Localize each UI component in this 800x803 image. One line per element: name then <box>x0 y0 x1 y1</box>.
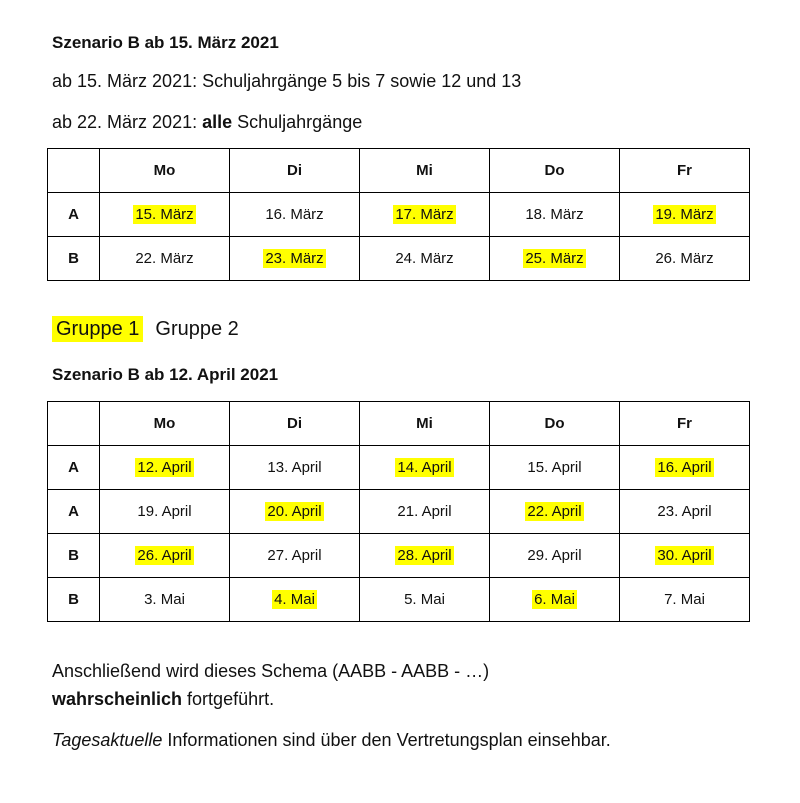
table-row <box>48 534 750 578</box>
footer-bold-word: wahrscheinlich <box>52 689 183 709</box>
row-label: B <box>48 578 100 622</box>
header-day: Fr <box>620 402 750 446</box>
table-row <box>48 446 750 490</box>
header-day: Do <box>490 149 620 193</box>
date-cell <box>360 193 490 237</box>
date-text: 16. März <box>265 206 324 223</box>
date-cell <box>490 446 620 490</box>
date-text: 23. April <box>657 503 712 520</box>
date-cell <box>100 490 230 534</box>
date-cell <box>230 193 360 237</box>
row-label: A <box>48 446 100 490</box>
date-text-highlighted: 14. April <box>397 459 452 476</box>
table-row <box>48 193 750 237</box>
date-cell <box>230 237 360 281</box>
date-text: 29. April <box>527 547 582 564</box>
date-cell <box>230 446 360 490</box>
date-cell <box>230 490 360 534</box>
date-text-highlighted: 12. April <box>137 459 192 476</box>
footer-line-2 <box>52 685 489 713</box>
row-label: B <box>48 237 100 281</box>
date-text: 21. April <box>397 503 452 520</box>
date-cell <box>360 490 490 534</box>
date-cell <box>230 578 360 622</box>
date-text-highlighted: 16. April <box>657 459 712 476</box>
date-cell <box>620 534 750 578</box>
header-day: Fr <box>620 149 750 193</box>
date-text-highlighted: 28. April <box>397 547 452 564</box>
footer-info-rest: Informationen sind über den Vertretungsplan einsehbar. <box>162 730 611 750</box>
date-cell <box>100 237 230 281</box>
date-text: 18. März <box>525 206 584 223</box>
footer-italic-word: Tagesaktuelle <box>52 730 163 750</box>
date-cell <box>360 237 490 281</box>
date-text-highlighted: 30. April <box>657 547 712 564</box>
date-cell <box>620 490 750 534</box>
date-text: 3. Mai <box>144 591 185 608</box>
date-text: 27. April <box>267 547 322 564</box>
row-label: A <box>48 490 100 534</box>
date-text-highlighted: 19. März <box>655 206 714 223</box>
header-day: Mo <box>100 149 230 193</box>
footer-note <box>52 657 489 713</box>
date-text: 22. März <box>135 250 194 267</box>
date-text-highlighted: 25. März <box>525 250 584 267</box>
date-text-highlighted: 6. Mai <box>534 591 575 608</box>
date-text: 19. April <box>137 503 192 520</box>
group-legend <box>56 318 239 341</box>
date-text: 26. März <box>655 250 714 267</box>
date-cell <box>230 534 360 578</box>
date-text: 13. April <box>267 459 322 476</box>
text-suffix: Schuljahrgänge <box>232 112 363 132</box>
date-text-highlighted: 26. April <box>137 547 192 564</box>
footer-line-1: Anschließend wird dieses Schema (AABB - AABB - …) <box>52 661 490 681</box>
date-cell <box>490 237 620 281</box>
table-row <box>48 490 750 534</box>
date-cell <box>620 193 750 237</box>
date-text-highlighted: 15. März <box>135 206 194 223</box>
date-cell <box>360 578 490 622</box>
date-cell <box>490 490 620 534</box>
date-cell <box>100 446 230 490</box>
date-cell <box>490 193 620 237</box>
text-line-maerz-22 <box>52 112 362 133</box>
schedule-table-maerz <box>47 148 750 281</box>
header-day: Di <box>230 149 360 193</box>
date-text: 7. Mai <box>664 591 705 608</box>
table-header-row <box>48 402 750 446</box>
date-text: 5. Mai <box>404 591 445 608</box>
footer-info-line <box>52 726 611 754</box>
date-text: 15. April <box>527 459 582 476</box>
date-text-highlighted: 17. März <box>395 206 454 223</box>
table-row <box>48 237 750 281</box>
table-header-row <box>48 149 750 193</box>
schedule-table-april <box>47 401 750 622</box>
legend-group-2: Gruppe 2 <box>155 318 239 340</box>
date-cell <box>620 446 750 490</box>
row-label: B <box>48 534 100 578</box>
header-day: Mo <box>100 402 230 446</box>
date-cell <box>360 534 490 578</box>
date-text: 24. März <box>395 250 454 267</box>
date-cell <box>620 578 750 622</box>
table-row <box>48 578 750 622</box>
text-line-maerz-15: ab 15. März 2021: Schuljahrgänge 5 bis 7 sowie 12 und 13 <box>52 71 522 91</box>
date-text-highlighted: 22. April <box>527 503 582 520</box>
date-cell <box>100 193 230 237</box>
header-day: Di <box>230 402 360 446</box>
heading-scenario-maerz: Szenario B ab 15. März 2021 <box>52 33 279 52</box>
text-prefix: ab 22. März 2021: <box>52 112 203 132</box>
row-label: A <box>48 193 100 237</box>
date-cell <box>100 578 230 622</box>
date-text-highlighted: 23. März <box>265 250 324 267</box>
date-cell <box>100 534 230 578</box>
footer-line-2-rest: fortgeführt. <box>182 689 275 709</box>
header-empty-cell <box>48 149 100 193</box>
header-day: Mi <box>360 402 490 446</box>
date-cell <box>490 578 620 622</box>
legend-group-1: Gruppe 1 <box>52 316 143 342</box>
date-text-highlighted: 20. April <box>267 503 322 520</box>
header-empty-cell <box>48 402 100 446</box>
text-bold-alle: alle <box>202 112 233 132</box>
date-cell <box>490 534 620 578</box>
date-text-highlighted: 4. Mai <box>274 591 315 608</box>
heading-scenario-april: Szenario B ab 12. April 2021 <box>52 365 279 384</box>
date-cell <box>360 446 490 490</box>
date-cell <box>620 237 750 281</box>
header-day: Mi <box>360 149 490 193</box>
header-day: Do <box>490 402 620 446</box>
